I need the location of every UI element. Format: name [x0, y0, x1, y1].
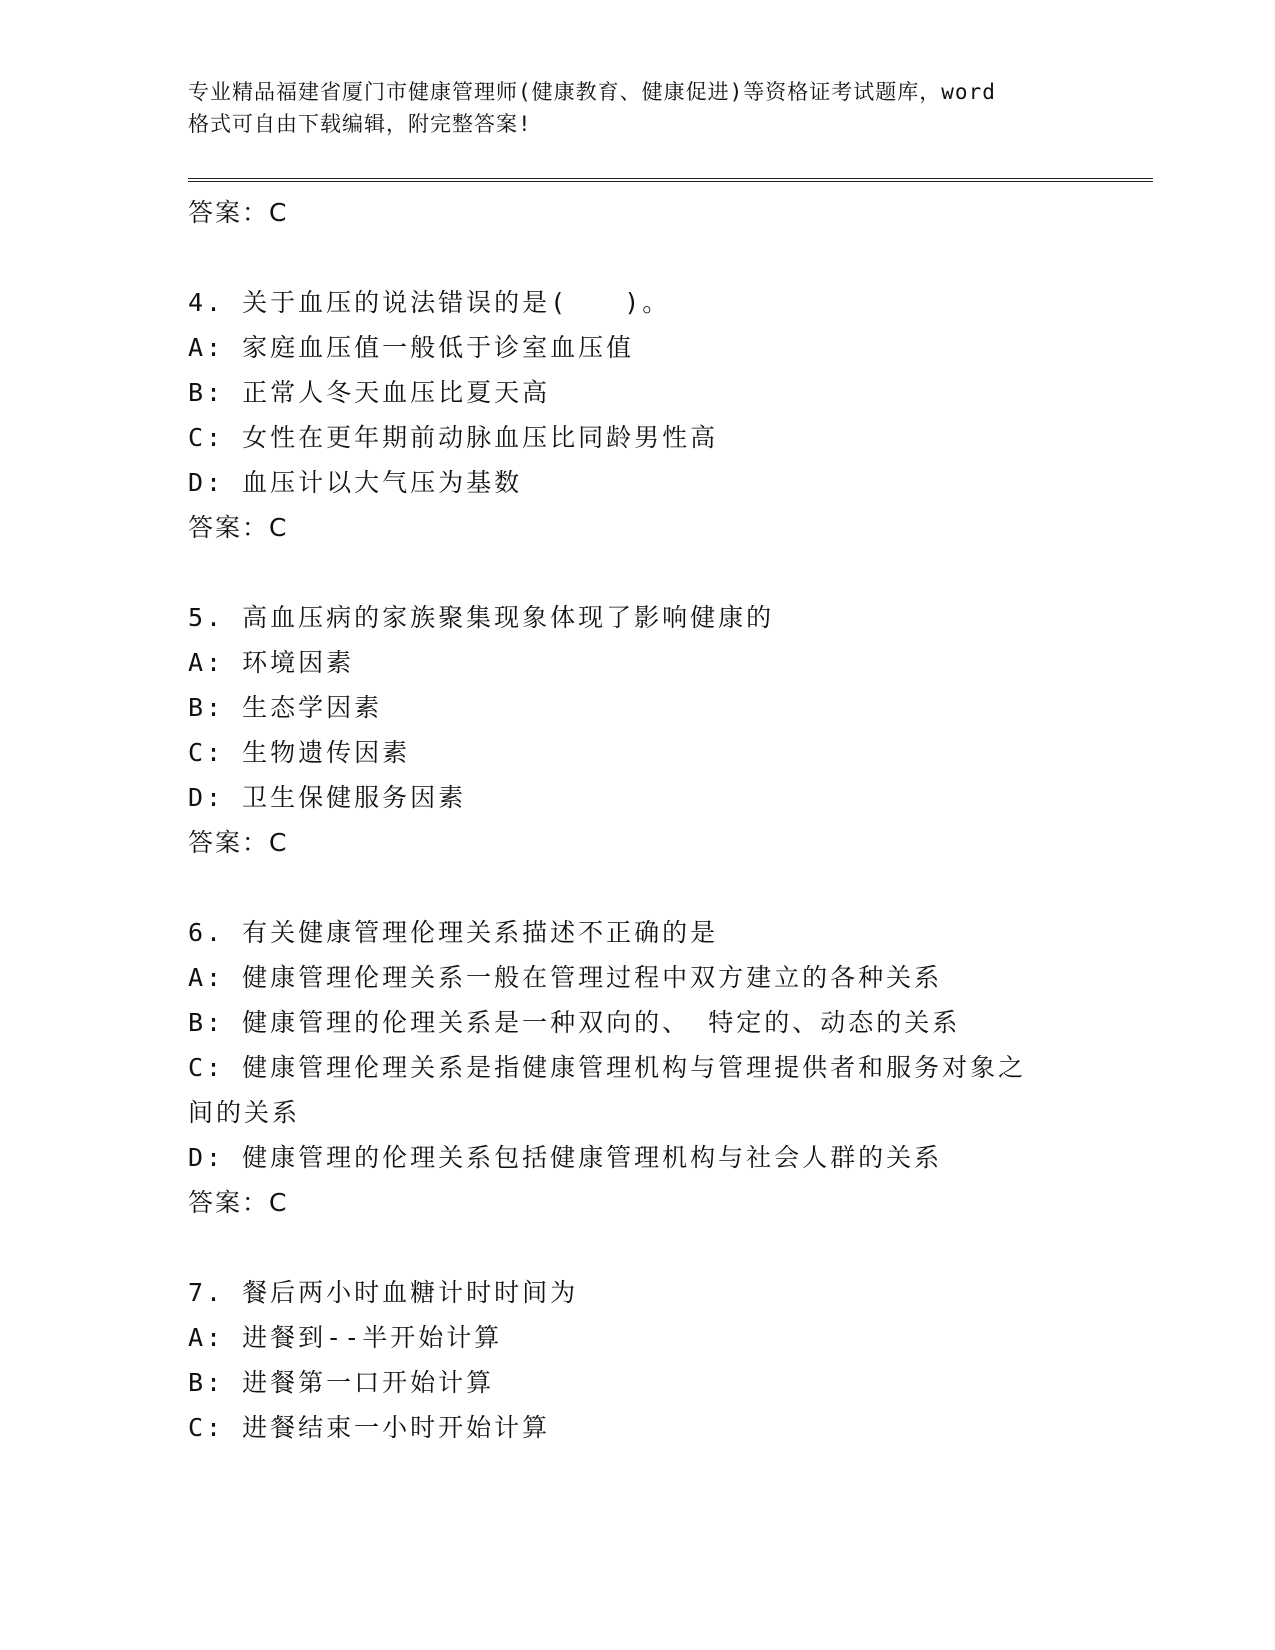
option-c: C: 女性在更年期前动脉血压比同龄男性高 — [188, 423, 719, 452]
option-a: A: 家庭血压值一般低于诊室血压值 — [188, 333, 635, 362]
question-list — [188, 190, 1108, 1450]
option-b: B: 正常人冬天血压比夏天高 — [188, 378, 551, 407]
option-d: D: 血压计以大气压为基数 — [188, 468, 523, 497]
question-5 — [188, 595, 1108, 865]
option-b: B: 生态学因素 — [188, 693, 383, 722]
option-d: D: 健康管理的伦理关系包括健康管理机构与社会人群的关系 — [188, 1143, 943, 1172]
question-stem: 6. 有关健康管理伦理关系描述不正确的是 — [188, 918, 719, 947]
question-6 — [188, 910, 1108, 1225]
option-b: B: 进餐第一口开始计算 — [188, 1368, 495, 1397]
option-b: B: 健康管理的伦理关系是一种双向的、 特定的、动态的关系 — [188, 1008, 961, 1037]
option-a: A: 健康管理伦理关系一般在管理过程中双方建立的各种关系 — [188, 963, 943, 992]
question-stem: 4. 关于血压的说法错误的是( )。 — [188, 288, 671, 317]
question-7 — [188, 1270, 1108, 1450]
option-d: D: 卫生保健服务因素 — [188, 783, 467, 812]
option-a: A: 环境因素 — [188, 648, 355, 677]
header-divider — [188, 178, 1153, 182]
question-stem: 7. 餐后两小时血糖计时时间为 — [188, 1278, 579, 1307]
header-line-2: 格式可自由下载编辑，附完整答案! — [188, 112, 532, 136]
answer-q3: 答案：C — [188, 198, 289, 227]
option-c: C: 健康管理伦理关系是指健康管理机构与管理提供者和服务对象之间的关系 — [188, 1053, 1027, 1127]
page-header — [188, 76, 1088, 140]
option-c: C: 生物遗传因素 — [188, 738, 411, 767]
option-c: C: 进餐结束一小时开始计算 — [188, 1413, 551, 1442]
answer: 答案：C — [188, 828, 289, 857]
header-line-1: 专业精品福建省厦门市健康管理师(健康教育、健康促进)等资格证考试题库，word — [188, 80, 996, 104]
answer: 答案：C — [188, 1188, 289, 1217]
question-stem: 5. 高血压病的家族聚集现象体现了影响健康的 — [188, 603, 775, 632]
question-4 — [188, 280, 1108, 550]
answer: 答案：C — [188, 513, 289, 542]
option-a: A: 进餐到--半开始计算 — [188, 1323, 503, 1352]
